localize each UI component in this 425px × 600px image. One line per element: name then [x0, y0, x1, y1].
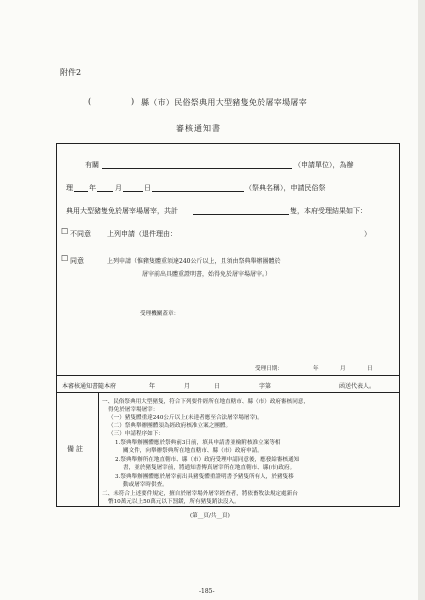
festival-blank	[152, 191, 244, 192]
document-subtitle: 審核通知書	[176, 124, 221, 133]
page-number: -185-	[199, 588, 215, 595]
page-counter: (第__頁/共__頁)	[190, 513, 230, 519]
approve-label: 同意	[70, 257, 84, 265]
received-label: 受理日期：	[255, 366, 283, 372]
received-day: 日	[367, 366, 373, 372]
notes-right-border	[399, 392, 400, 507]
row2-day: 日	[144, 184, 151, 192]
reject-label: 不同意	[70, 230, 91, 238]
approve-checkbox[interactable]: ☐	[61, 254, 69, 263]
count-blank	[193, 214, 289, 215]
note-line: 2.祭典舉辦所在地直轄市、縣（市）政府受理申請同意後，應發給審核通知	[115, 457, 300, 463]
note-line: 關文件，向舉辦祭典所在地直轄市、縣（市）政府申請。	[123, 448, 263, 454]
note-line: （二）祭典舉辦團體須為經政府核准立案之團體。	[108, 423, 232, 429]
note-line: 得免於屠宰場屠宰：	[108, 407, 159, 413]
approve-text-line2: 屠宰前出具體重證明書，始得免於屠宰場屠宰。）	[142, 271, 272, 278]
notice-word: 字第	[259, 383, 272, 390]
note-line: （一）豬隻體重達240公斤以上(未達者應至合法屠宰場屠宰)。	[108, 415, 263, 421]
notice-top-border	[56, 375, 400, 376]
form-top-border	[56, 143, 400, 144]
row2-suffix: （祭典名稱），申請民俗祭	[245, 184, 326, 192]
notes-left-border	[56, 392, 57, 507]
month-blank	[97, 191, 113, 192]
row2-year: 年	[89, 184, 96, 192]
notes-top-border	[56, 392, 400, 393]
notice-month: 月	[184, 383, 191, 390]
day-blank	[123, 191, 143, 192]
notice-suffix: 函送代表人。	[339, 383, 376, 390]
notice-prefix: 本審核通知書隨本府	[62, 383, 117, 390]
document-title: 縣（市）民俗祭典用大型豬隻免於屠宰場屠宰	[141, 98, 307, 107]
attachment-label: 附件2	[60, 68, 82, 77]
form-left-border	[56, 143, 57, 392]
note-line: 動或屠宰時供查。	[123, 482, 168, 488]
received-year: 年	[313, 366, 319, 372]
notice-year: 年	[149, 383, 156, 390]
row3-suffix: 隻，本府受理結果如下：	[290, 207, 367, 215]
applicant-prefix: 有關	[85, 161, 99, 169]
note-line: 3.祭典舉辦團體應於屠宰前出具豬隻體重證明書予豬隻所有人，於豬隻移	[115, 474, 294, 480]
reject-checkbox[interactable]: ☐	[61, 227, 69, 236]
row2-li: 理	[66, 184, 73, 192]
note-line: 二、未符合上述要件規定，擅自於屠宰場外屠宰經查者，將依畜牧法規定處新台	[102, 491, 298, 497]
note-line: 幣10萬元以上50萬元以下罰鍰，所有豬隻銷法沒入。	[108, 499, 240, 505]
scan-edge	[418, 0, 425, 600]
applicant-blank	[102, 168, 292, 169]
notes-divider	[98, 392, 99, 507]
form-right-border	[399, 143, 400, 392]
notes-bottom-border	[56, 506, 400, 507]
note-line: 一、民俗祭典用大型豬隻，符合下列要件經所在地直轄市、縣（市）政府審核同意，	[102, 399, 309, 405]
applicant-suffix: （申請單位），為辦	[294, 161, 354, 169]
notice-day: 日	[214, 383, 221, 390]
approve-text-line1: 上列申請（惟豬隻體重須達240公斤以上，且須由祭典舉辦團體於	[107, 258, 281, 265]
row2-month: 月	[115, 184, 122, 192]
reject-text: 上列申請（退件理由：	[107, 230, 177, 238]
year-blank	[74, 191, 88, 192]
stamp-label: 受理機關蓋章：	[140, 311, 180, 317]
title-paren-open: (	[88, 97, 92, 106]
received-month: 月	[340, 366, 346, 372]
row3-prefix: 典用大型豬隻免於屠宰場屠宰，共計	[66, 207, 178, 215]
note-line: 1.祭典舉辦團體應於祭典前3日前，填具申請書並檢附核准立案等相	[115, 440, 281, 446]
notes-label: 備註	[67, 445, 85, 453]
note-line: 書，並於豬隻屠宰前，將通知書傳真屠宰所在地直轄市、縣(市)政府。	[123, 465, 296, 471]
title-paren-close: )	[131, 97, 135, 106]
reject-close: ）	[364, 230, 371, 238]
note-line: （三）申請程序如下：	[108, 431, 164, 437]
